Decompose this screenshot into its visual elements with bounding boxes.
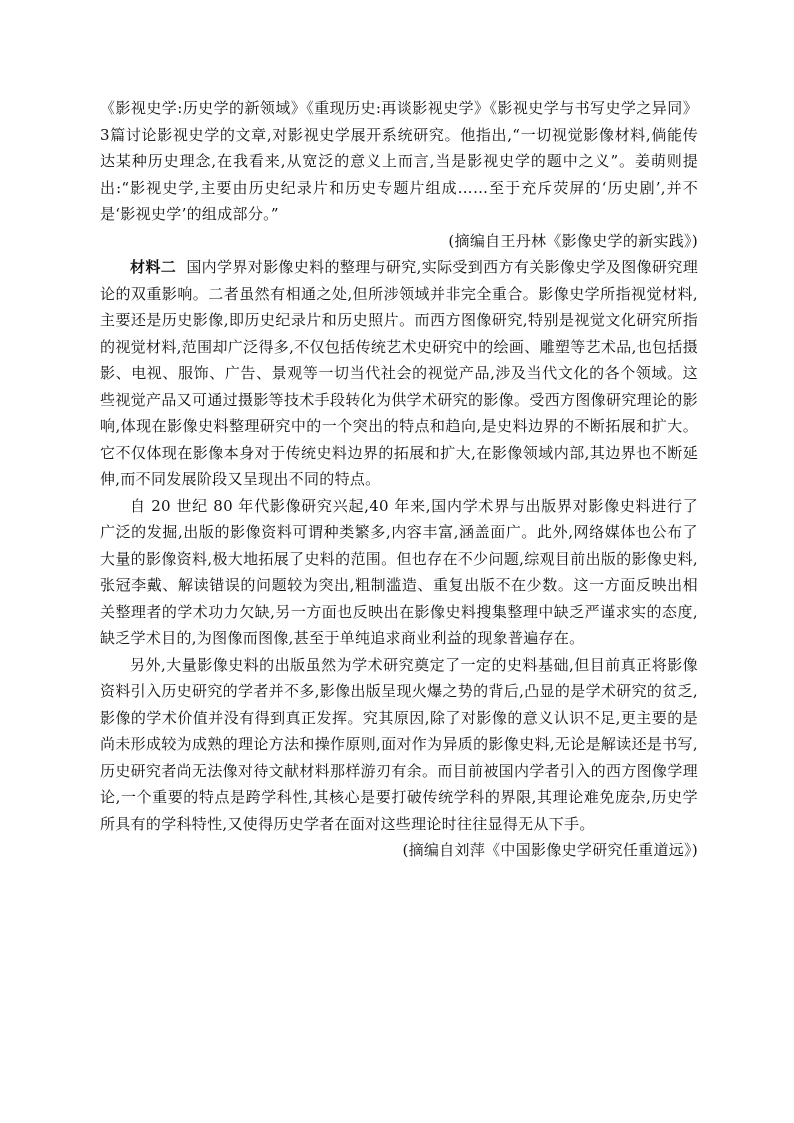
material2-paragraph-1-text: 国内学界对影像史料的整理与研究,实际受到西方有关影像史学及图像研究理论的双重影响。二者虽然有相通之处,但所涉领域并非完全重合。影像史学所指视觉材料,主要还是历史影像,即历史纪录片和历史照片。而西方图像研究,特别是视觉文化研究所指的视觉材料,范围却广泛得多,不仅包括传统艺术史研究中的绘画、雕塑等艺术品,也包括摄影、电视、服饰、广告、景观等一切当代社会的视觉产品,涉及当代文化的各个领域。这些视觉产品又可通过摄影等技术手段转化为供学术研究的影像。受西方图像研究理论的影响,体现在影像史料整理研究中的一个突出的特点和趋向,是史料边界的不断拓展和扩大。它不仅体现在影像本身对于传统史料边界的拓展和扩大,在影像领域内部,其边界也不断延伸,而不同发展阶段又呈现出不同的特点。 [100, 258, 698, 488]
material2-paragraph-3: 另外,大量影像史料的出版虽然为学术研究奠定了一定的史料基础,但目前真正将影像资料引入历史研究的学者并不多,影像出版呈现火爆之势的背后,凸显的是学术研究的贫乏,影像的学术价值并没有得到真正发挥。究其原因,除了对影像的意义认识不足,更主要的是尚未形成较为成熟的理论方法和操作原则,面对作为异质的影像史料,无论是解读还是书写,历史研究者尚无法像对待文献材料那样游刃有余。而目前被国内学者引入的西方图像学理论,一个重要的特点是跨学科性,其核心是要打破传统学科的界限,其理论难免庞杂,历史学所具有的学科特性,又使得历史学者在面对这些理论时往往显得无从下手。 [100, 655, 698, 833]
material1-paragraph: 《影视史学:历史学的新领域》《重现历史:再谈影视史学》《影视史学与书写史学之异同》3篇讨论影视史学的文章,对影视史学展开系统研究。他指出,“一切视觉影像材料,倘能传达某种历史理念,在我看来,从宽泛的意义上而言,当是影视史学的题中之义”。姜萌则提出:“影视史学,主要由历史纪录片和历史专题片组成……至于充斥荧屏的‘历史剧’,并不是‘影视史学’的组成部分。” [100, 99, 698, 223]
material2-label: 材料二 [130, 258, 177, 276]
material2-paragraph-2: 自 20 世纪 80 年代影像研究兴起,40 年来,国内学术界与出版界对影像史料进行了广泛的发掘,出版的影像资料可谓种类繁多,内容丰富,涵盖面广。此外,网络媒体也公布了大量的影像资料,极大地拓展了史料的范围。但也存在不少问题,综观目前出版的影像史料,张冠李戴、解读错误的问题较为突出,粗制滥造、重复出版不在少数。这一方面反映出相关整理者的学术功力欠缺,另一方面也反映出在影像史料搜集整理中缺乏严谨求实的态度,缺乏学术目的,为图像而图像,甚至于单纯追求商业利益的现象普遍存在。 [100, 496, 698, 647]
material2-paragraph-1 [100, 254, 698, 493]
material2-source: (摘编自刘萍《中国影像史学研究任重道远》) [402, 841, 698, 859]
article-body [100, 95, 698, 864]
material1-source: (摘编自王丹林《影像史学的新实践》) [448, 231, 698, 250]
